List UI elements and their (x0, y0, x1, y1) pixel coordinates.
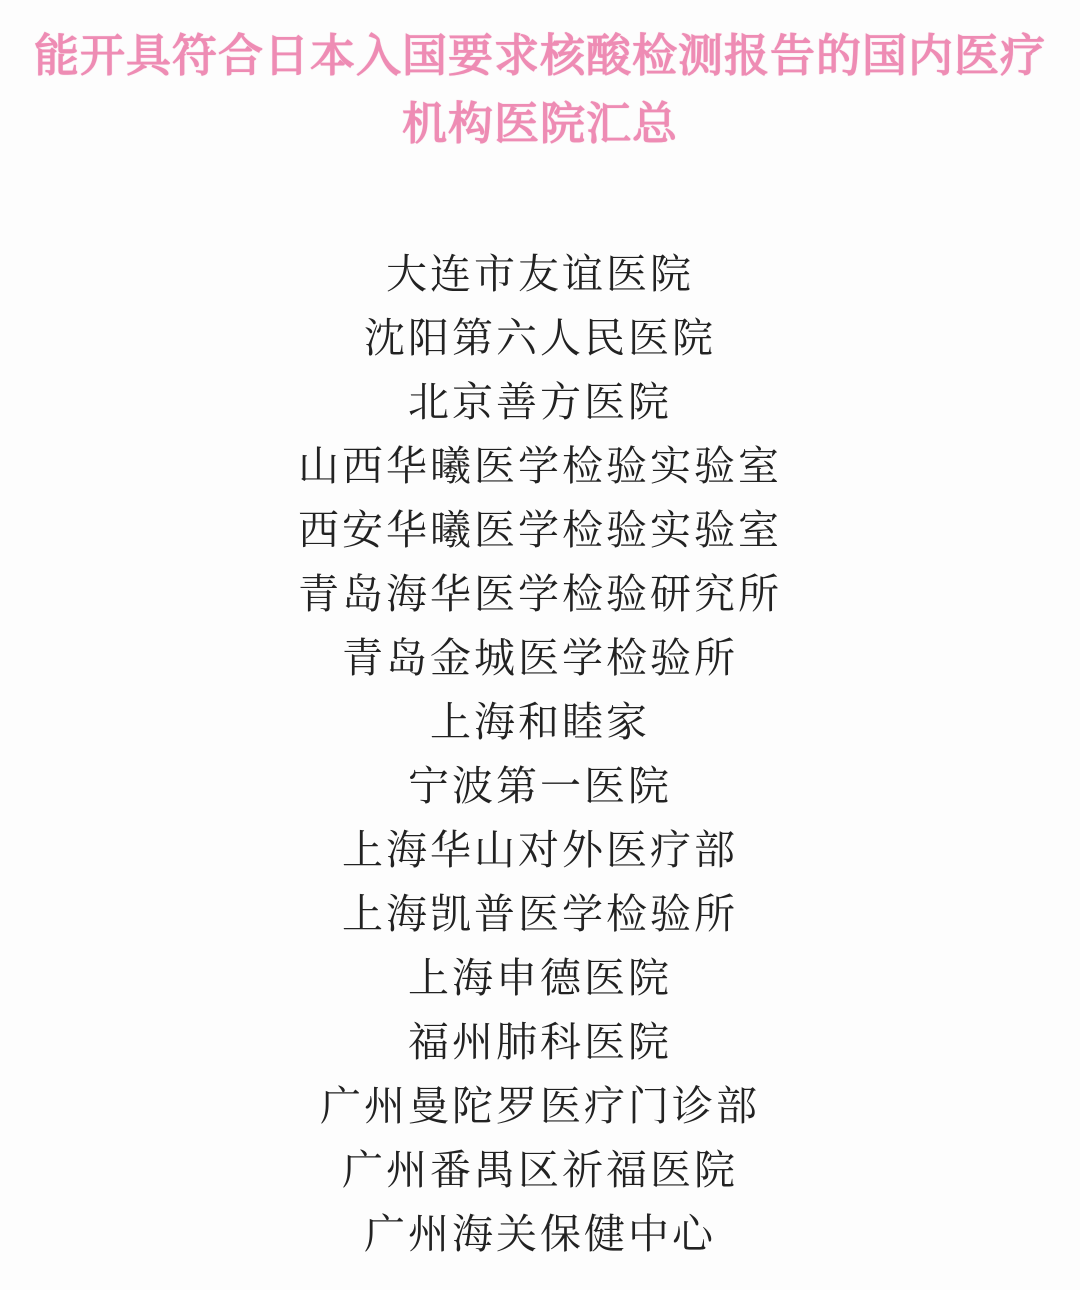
hospital-list-item: 山西华曦医学检验实验室 (298, 443, 782, 489)
page-title (0, 22, 1080, 158)
hospital-list-item: 宁波第一医院 (408, 763, 672, 809)
hospital-list (0, 242, 1080, 1266)
hospital-list-item: 上海凯普医学检验所 (342, 891, 738, 937)
hospital-list-item: 广州海关保健中心 (364, 1211, 716, 1257)
hospital-list-item: 上海和睦家 (430, 699, 650, 745)
hospital-list-item: 西安华曦医学检验实验室 (298, 507, 782, 553)
hospital-list-item: 青岛金城医学检验所 (342, 635, 738, 681)
hospital-list-item: 广州番禺区祈福医院 (342, 1147, 738, 1193)
hospital-list-item: 广州曼陀罗医疗门诊部 (320, 1083, 760, 1129)
page-title-line1: 能开具符合日本入国要求核酸检测报告的国内医疗 (33, 30, 1046, 81)
hospital-list-item: 大连市友谊医院 (386, 251, 694, 297)
hospital-list-item: 沈阳第六人民医院 (364, 315, 716, 361)
hospital-list-item: 北京善方医院 (408, 379, 672, 425)
hospital-list-item: 青岛海华医学检验研究所 (298, 571, 782, 617)
hospital-list-item: 福州肺科医院 (408, 1019, 672, 1065)
hospital-list-item: 上海申德医院 (408, 955, 672, 1001)
page-title-line2: 机构医院汇总 (401, 98, 678, 149)
hospital-list-item: 上海华山对外医疗部 (342, 827, 738, 873)
